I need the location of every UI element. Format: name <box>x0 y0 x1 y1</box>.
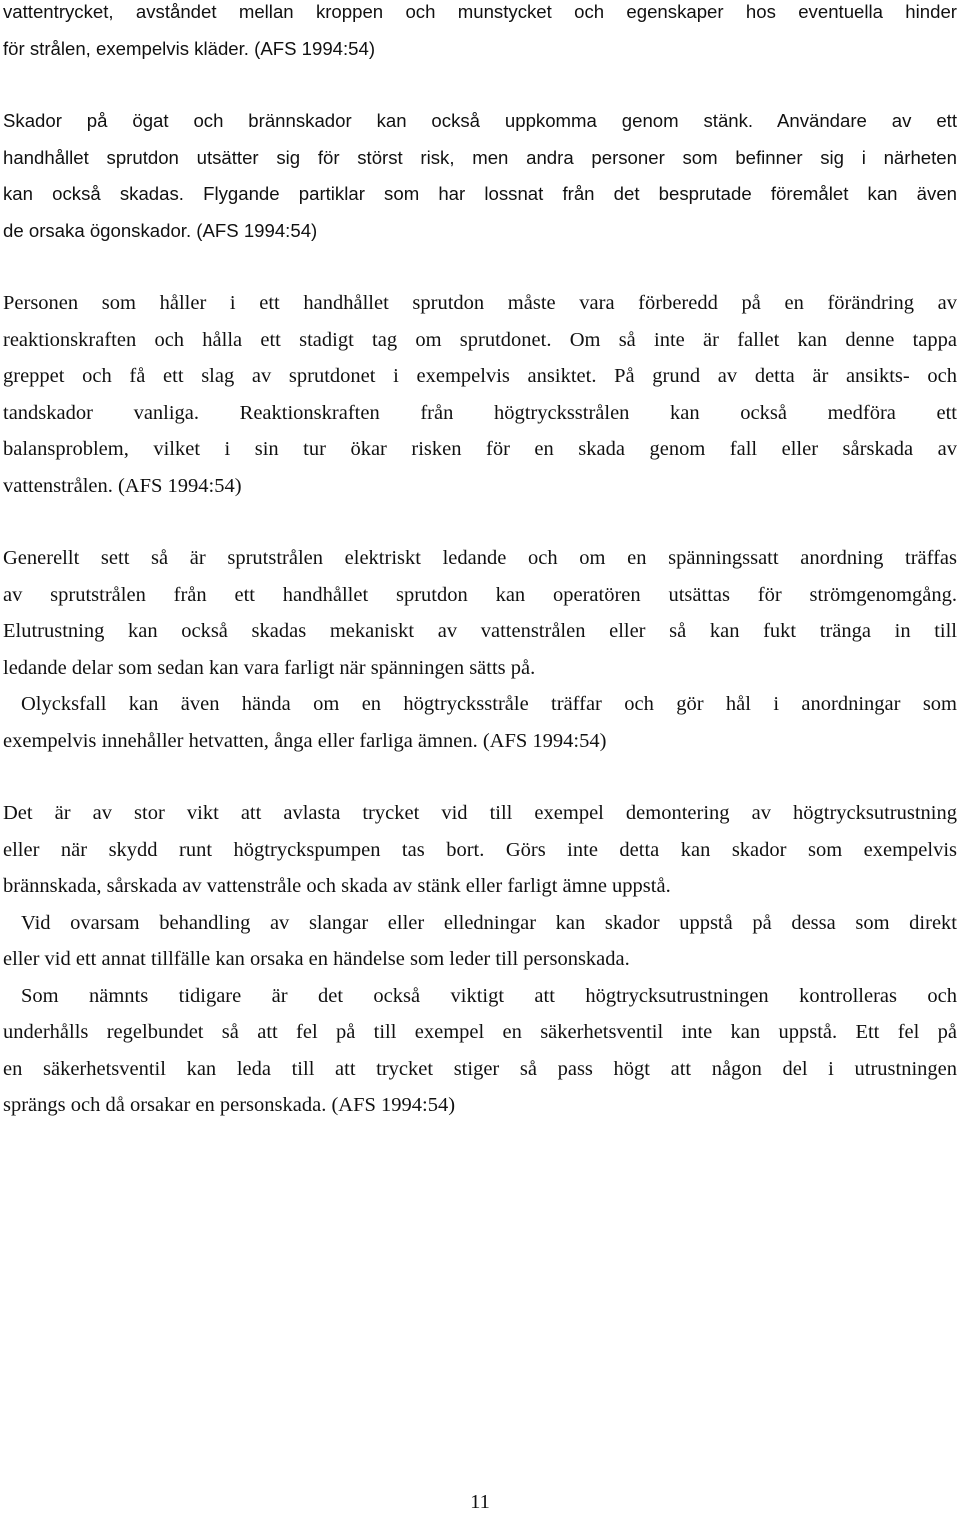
paragraph-careless-handling <box>3 905 957 978</box>
text-line: exempelvis innehåller hetvatten, ånga eller farliga ämnen. (AFS 1994:54) <box>3 729 607 752</box>
text-line: de orsaka ögonskador. (AFS 1994:54) <box>3 219 318 241</box>
text-line: balansproblem, vilket i sin tur ökar risken för en skada genom fall eller sårskada av <box>3 438 957 460</box>
text-line: handhållet sprutdon utsätter sig för störst risk, men andra personer som befinner sig i närheten <box>3 146 957 168</box>
page-body <box>3 0 957 1124</box>
text-line: ledande delar som sedan kan vara farligt när spänningen sätts på. <box>3 656 536 679</box>
text-line: tandskador vanliga. Reaktionskraften från högtrycksstrålen kan också medföra ett <box>3 401 957 424</box>
text-line: greppet och få ett slag av sprutdonet i exempelvis ansiktet. På grund av detta är ansikts- och <box>3 365 957 387</box>
text-line: Olycksfall kan även hända om en högtrycksstråle träffar och gör hål i anordningar som <box>21 693 957 715</box>
text-line: eller när skydd runt högtryckspumpen tas bort. Görs inte detta kan skador som exempelvis <box>3 838 957 861</box>
text-line: Det är av stor vikt att avlasta trycket vid till exempel demontering av högtrycksutrustning <box>3 802 957 824</box>
text-line: Personen som håller i ett handhållet sprutdon måste vara förberedd på en förändring av <box>3 292 957 314</box>
paragraph-pressure-relief <box>3 795 957 905</box>
text-line: Vid ovarsam behandling av slangar eller elledningar kan skador uppstå på dessa som direkt <box>21 911 957 934</box>
text-line: brännskada, sårskada av vattenstråle och skada av stänk eller farligt ämne uppstå. <box>3 875 671 897</box>
paragraph-eye-injuries <box>3 103 957 249</box>
text-line: en säkerhetsventil kan leda till att trycket stiger så pass högt att någon del i utrustningen <box>3 1057 957 1080</box>
paragraph-reaction-force <box>3 285 957 504</box>
text-line: eller vid ett annat tillfälle kan orsaka en händelse som leder till personskada. <box>3 948 630 970</box>
paragraph-spray-hazards <box>3 0 957 67</box>
text-line: kan också skadas. Flygande partiklar som har lossnat från det besprutade föremålet kan även <box>3 183 957 204</box>
text-line: Skador på ögat och brännskador kan också uppkomma genom stänk. Användare av ett <box>3 110 957 131</box>
text-line: Elutrustning kan också skadas mekaniskt av vattenstrålen eller så kan fukt tränga in till <box>3 620 957 642</box>
text-line: underhålls regelbundet så att fel på till exempel en säkerhetsventil inte kan uppstå. Ett fel på <box>3 1021 957 1043</box>
text-line: sprängs och då orsakar en personskada. (AFS 1994:54) <box>3 1094 456 1116</box>
text-line: Som nämnts tidigare är det också viktigt att högtrycksutrustningen kontrolleras och <box>21 984 957 1007</box>
page-number: 11 <box>470 1491 490 1513</box>
text-line: vattentrycket, avståndet mellan kroppen och munstycket och egenskaper hos eventuella hinder <box>3 1 957 22</box>
paragraph-electrical-hazards <box>3 540 957 686</box>
text-line: av sprutstrålen från ett handhållet sprutdon kan operatören utsättas för strömgenomgång. <box>3 583 957 606</box>
text-line: för strålen, exempelvis kläder. (AFS 1994:54) <box>3 37 376 59</box>
text-line: Generellt sett så är sprutstrålen elektriskt ledande och om en spänningssatt anordning träffas <box>3 547 957 569</box>
text-line: reaktionskraften och hålla ett stadigt tag om sprutdonet. Om så inte är fallet kan denne tappa <box>3 328 957 351</box>
paragraph-maintenance <box>3 978 957 1124</box>
text-line: vattenstrålen. (AFS 1994:54) <box>3 474 242 497</box>
paragraph-accidents <box>3 686 957 759</box>
